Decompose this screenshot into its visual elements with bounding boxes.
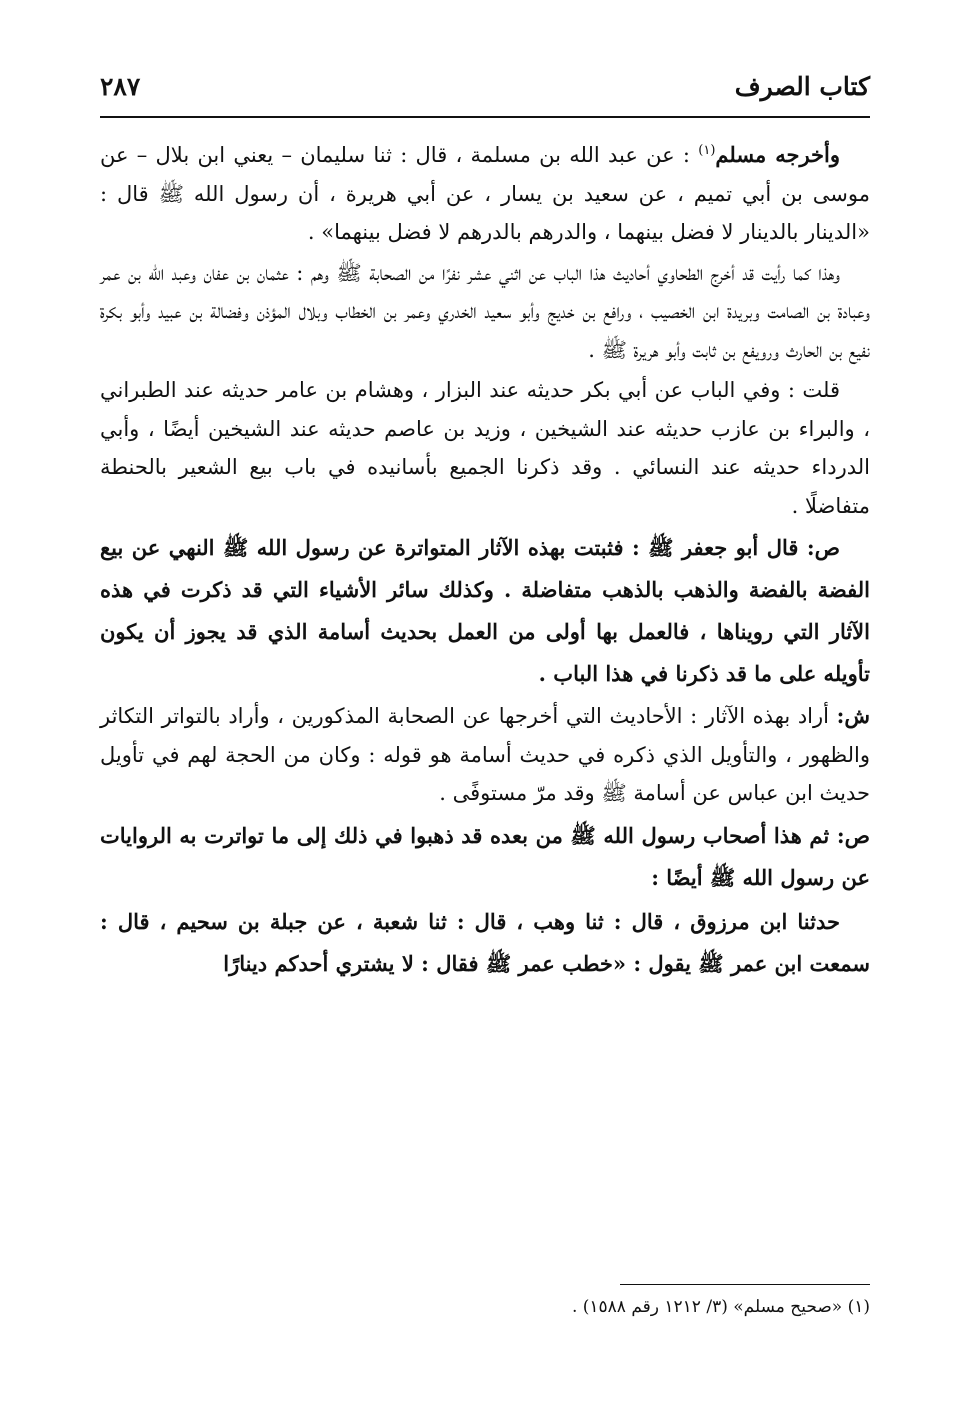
paragraph-text: ثم هذا أصحاب رسول الله ﷺ من بعده قد ذهبوا في ذلك إلى ما تواترت به الروايات عن رسول الله ﷺ أيضًا : [100,822,870,890]
paragraph-sad-companions [100,815,870,899]
book-page [100,66,870,1317]
page-number: ٢٨٧ [100,72,141,101]
paragraph-isnad [100,901,870,985]
page-header [100,66,870,118]
paragraph-text: حدثنا ابن مرزوق ، قال : ثنا وهب ، قال : ثنا شعبة ، عن جبلة بن سحيم ، قال : سمعت ابن عمر ﷺ يقول : «خطب عمر ﷺ فقال : لا يشتري أحدكم دينارًا [100,908,870,976]
paragraph-text: : عن عبد الله بن مسلمة ، قال : ثنا سليمان – يعني ابن بلال – عن موسى بن أبي تميم ، عن سعيد بن يسار ، عن أبي هريرة ، أن رسول الله ﷺ قال : «الدينار بالدينار لا فضل بينهما ، والدرهم بالدرهم لا فضل بينهما» . [100,143,870,244]
paragraph-muslim-narration [100,132,870,252]
footnote: (١) «صحيح مسلم» (٣/ ١٢١٢ رقم ١٥٨٨) . [571,1297,870,1317]
paragraph-lead: ص: [806,535,840,560]
paragraph-sharh [100,697,870,813]
paragraph-text: وهذا كما رأيت قد أخرج الطحاوي أحاديث هذا الباب عن اثني عشر نفرًا من الصحابة ﷺ وهم : عثمان بن عفان وعبد الله بن عمر وعبادة بن الصامت وبريدة ابن الخصيب ، ورافع بن خديج وأبو سعيد الخدري وعمر بن الخطاب وبلال المؤذن وفضالة بن عبيد وأبو بكرة نفيع بن الحارث ورويفع بن ثابت وأبو هريرة ﷺ . [100,260,870,362]
page-body [100,132,870,985]
paragraph-text: قلت : وفي الباب عن أبي بكر حديثه عند البزار ، وهشام بن عامر حديثه عند الطبراني ، والبراء بن عازب حديثه عند الشيخين ، وزيد بن عاصم حديثه عند الشيخين أيضًا ، وأبي الدرداء حديثه عند النسائي . وقد ذكرنا الجميع بأسانيده في باب بيع الشعير بالحنطة متفاضلًا . [100,378,870,518]
paragraph-lead: ش: [836,703,870,728]
paragraph-qultu [100,371,870,525]
chapter-title: كتاب الصرف [734,72,870,101]
paragraph-text: أراد بهذه الآثار : الأحاديث التي أخرجها عن الصحابة المذكورين ، وأراد بالتواتر التكاثر والظهور ، والتأويل الذي ذكره في حديث أسامة هو قوله : وكان من الحجة لهم في تأويل حديث ابن عباس عن أسامة ﷺ وقد مرّ مستوفًى . [100,704,870,805]
footnote-marker: (١) [698,143,716,158]
paragraph-companions-list [100,254,870,370]
paragraph-lead: وأخرجه مسلم [715,142,840,167]
paragraph-lead: ص: [836,822,870,848]
paragraph-sad-abu-jafar [100,527,870,695]
paragraph-text: قال أبو جعفر ﷺ : فثبتت بهذه الآثار المتواترة عن رسول الله ﷺ النهي عن بيع الفضة بالفضة والذهب بالذهب متفاضلة . وكذلك سائر الأشياء التي قد ذكرت في هذه الآثار التي رويناها ، فالعمل بها أولى من العمل بحديث أسامة الذي قد يجوز أن يكون تأويله على ما قد ذكرنا في هذا الباب . [100,535,870,686]
footnote-separator [620,1284,870,1285]
